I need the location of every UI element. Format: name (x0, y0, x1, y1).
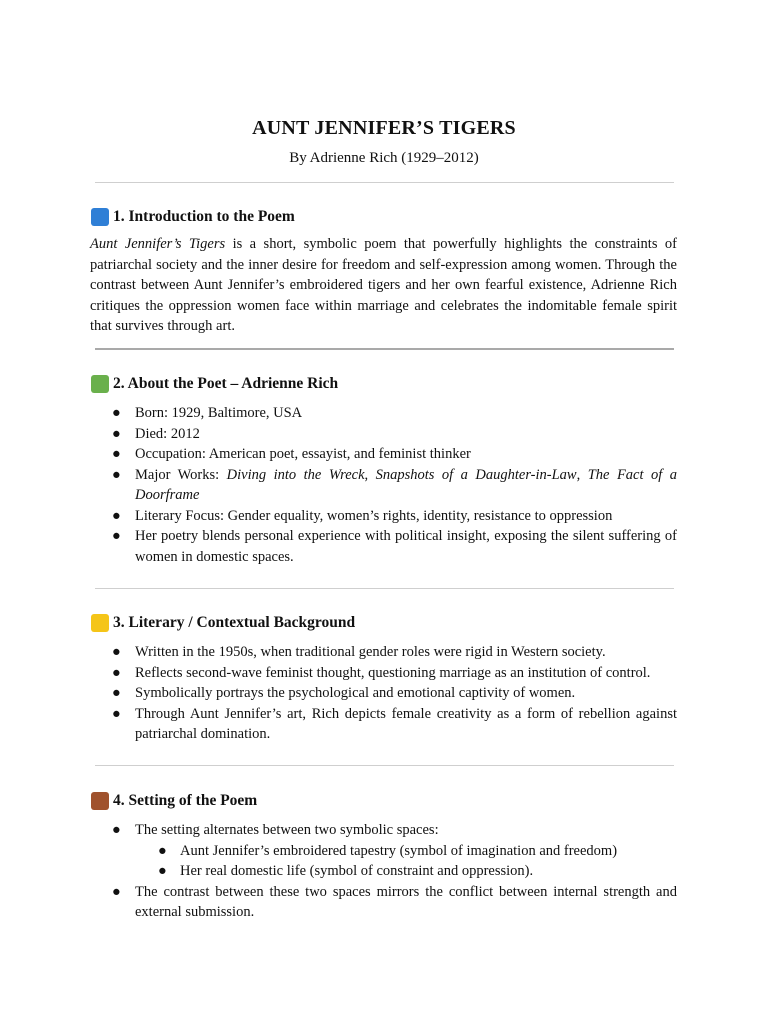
separator: , (576, 466, 588, 483)
poet-facts-list (90, 403, 677, 567)
list-item (90, 683, 677, 704)
bullet-icon: ● (112, 405, 121, 421)
document-title: AUNT JENNIFER’S TIGERS (252, 117, 516, 139)
list-item (90, 663, 677, 684)
major-work-title: Diving into the Wreck (226, 466, 365, 483)
bullet-icon: ● (112, 685, 121, 701)
yellow-square-icon (91, 614, 109, 632)
brown-square-icon (91, 792, 109, 810)
major-work-title: The Fact of a Doorframe (135, 466, 677, 503)
divider (95, 588, 674, 589)
list-item-text: Occupation: American poet, essayist, and feminist thinker (135, 446, 471, 462)
bullet-icon: ● (112, 705, 121, 722)
document-subtitle: By Adrienne Rich (1929–2012) (289, 150, 479, 166)
bullet-icon: ● (158, 842, 167, 859)
list-item-text: Written in the 1950s, when traditional gender roles were rigid in Western society. (135, 644, 606, 660)
bullet-icon: ● (112, 466, 121, 483)
section-heading-about-poet (91, 375, 338, 393)
list-item-text: Symbolically portrays the psychological and emotional captivity of women. (135, 685, 576, 701)
section-heading-setting (91, 792, 257, 810)
bullet-icon: ● (112, 425, 121, 442)
list-item-text: Died: 2012 (135, 425, 200, 442)
list-item-text: Aunt Jennifer’s embroidered tapestry (symbol of imagination and freedom) (180, 842, 618, 859)
paragraph-text: is a short, symbolic poem that powerfully highlights the constraints of patriarchal society and the inner desire for freedom and self-expression among women. Through the contrast between Aunt Jennifer’s embroidered tigers and her own fearful existence, Adrienne Rich critiques the oppression women face within marriage and celebrates the indomitable female spirit that survives through art. (90, 236, 677, 334)
bullet-icon: ● (158, 863, 167, 879)
divider (95, 182, 674, 183)
bullet-icon: ● (112, 507, 121, 524)
bullet-icon: ● (112, 644, 121, 660)
list-item (90, 526, 677, 567)
sub-list-item (90, 841, 677, 862)
list-item (90, 424, 677, 445)
bullet-icon: ● (112, 664, 121, 681)
background-list (90, 642, 677, 745)
bullet-icon: ● (112, 822, 121, 838)
bullet-icon: ● (112, 446, 121, 462)
divider (95, 348, 674, 350)
major-works-label: Major Works: (135, 466, 227, 483)
list-item (90, 403, 677, 424)
section-heading-text: 3. Literary / Contextual Background (113, 614, 356, 631)
section-heading-text: 2. About the Poet – Adrienne Rich (113, 375, 339, 392)
major-work-title: Snapshots of a Daughter-in-Law (375, 466, 577, 483)
section-heading-text: 4. Setting of the Poem (113, 792, 258, 809)
list-item (90, 444, 677, 465)
list-item (90, 820, 677, 841)
list-item-text: The contrast between these two spaces mirrors the conflict between internal strength and external submission. (135, 883, 677, 920)
section-paragraph-introduction (90, 234, 677, 337)
list-item (90, 882, 677, 923)
section-heading-text: 1. Introduction to the Poem (113, 208, 295, 225)
list-item-text: The setting alternates between two symbolic spaces: (135, 822, 439, 838)
section-heading-background (91, 614, 355, 632)
list-item-major-works (90, 465, 677, 506)
list-item (90, 704, 677, 745)
sub-list-item (90, 861, 677, 882)
divider (95, 765, 674, 766)
list-item (90, 506, 677, 527)
separator: , (364, 466, 376, 483)
list-item-text: Born: 1929, Baltimore, USA (135, 405, 303, 421)
section-heading-introduction (91, 208, 295, 226)
list-item (90, 642, 677, 663)
list-item-text: Her poetry blends personal experience with political insight, exposing the silent suffering of women in domestic spaces. (135, 528, 677, 565)
green-square-icon (91, 375, 109, 393)
setting-list (90, 820, 677, 923)
list-item-text: Reflects second-wave feminist thought, questioning marriage as an institution of control. (135, 664, 651, 681)
list-item-text: Through Aunt Jennifer’s art, Rich depicts female creativity as a form of rebellion against patriarchal domination. (135, 705, 677, 742)
bullet-icon: ● (112, 883, 121, 900)
poem-title-italic: Aunt Jennifer’s Tigers (90, 236, 226, 252)
list-item-text: Her real domestic life (symbol of constraint and oppression). (180, 863, 534, 879)
blue-square-icon (91, 208, 109, 226)
list-item-text: Literary Focus: Gender equality, women’s rights, identity, resistance to oppression (135, 507, 613, 524)
bullet-icon: ● (112, 528, 121, 544)
